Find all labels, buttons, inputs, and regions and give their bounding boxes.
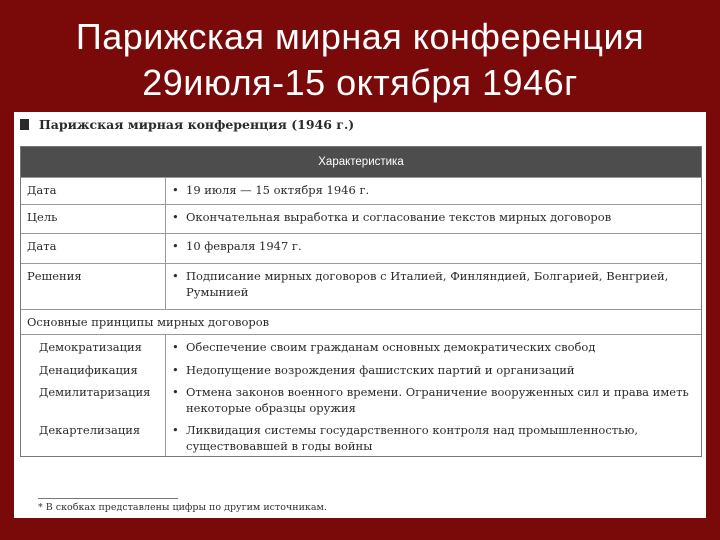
row-value [166, 178, 701, 204]
table-row [21, 204, 701, 233]
bullet-icon: • [172, 210, 179, 224]
scanned-table-image [14, 112, 706, 518]
row-value-text: Отмена законов военного времени. Ограничение вооруженных сил и права иметь некоторые образцы оружия [186, 385, 689, 415]
row-value [166, 380, 701, 418]
document-heading-text: Парижская мирная конференция (1946 г.) [39, 116, 355, 132]
row-label: Дата [21, 234, 166, 263]
table-header: Характеристика [21, 147, 701, 177]
table-row [21, 380, 701, 418]
table-row [21, 334, 701, 358]
row-value [166, 335, 701, 358]
table-row [21, 233, 701, 263]
row-value [166, 234, 701, 263]
row-value-text: 19 июля — 15 октября 1946 г. [186, 183, 370, 197]
footnote-divider [38, 498, 178, 499]
row-label: Денацификация [21, 358, 166, 380]
row-value-text: Подписание мирных договоров с Италией, Финляндией, Болгарией, Венгрией, Румынией [186, 269, 669, 299]
row-value-text: Окончательная выработка и согласование текстов мирных договоров [186, 210, 612, 224]
footnote [38, 498, 698, 513]
bullet-icon: • [172, 363, 179, 377]
row-value-text: Обеспечение своим гражданам основных демократических свобод [186, 340, 596, 354]
row-label: Демилитаризация [21, 380, 166, 418]
row-label: Демократизация [21, 335, 166, 358]
row-value [166, 418, 701, 456]
bullet-icon: • [172, 183, 179, 197]
row-label: Решения [21, 264, 166, 309]
row-value-text: Ликвидация системы государственного контроля над промышленностью, существовавшей в годы войны [186, 423, 639, 453]
bullet-icon: • [172, 269, 179, 283]
footnote-text: * В скобках представлены цифры по другим источникам. [38, 502, 327, 513]
table-row [21, 358, 701, 380]
row-value-text: Недопущение возрождения фашистских партий и организаций [186, 363, 575, 377]
row-value [166, 205, 701, 233]
summary-table [20, 146, 702, 457]
square-bullet-icon [20, 119, 29, 130]
bullet-icon: • [172, 385, 179, 399]
table-row [21, 177, 701, 204]
slide-title [0, 14, 720, 106]
row-value [166, 358, 701, 380]
row-label: Дата [21, 178, 166, 204]
document-heading [20, 114, 354, 134]
row-label: Цель [21, 205, 166, 233]
section-title: Основные принципы мирных договоров [21, 309, 701, 334]
bullet-icon: • [172, 239, 179, 253]
row-value-text: 10 февраля 1947 г. [186, 239, 302, 253]
bullet-icon: • [172, 423, 179, 437]
slide-title-line-2: 29июля-15 октября 1946г [142, 62, 578, 103]
bullet-icon: • [172, 340, 179, 354]
table-row [21, 263, 701, 309]
row-label: Декартелизация [21, 418, 166, 456]
slide-title-line-1: Парижская мирная конференция [75, 16, 645, 57]
row-value [166, 264, 701, 309]
table-row [21, 418, 701, 456]
